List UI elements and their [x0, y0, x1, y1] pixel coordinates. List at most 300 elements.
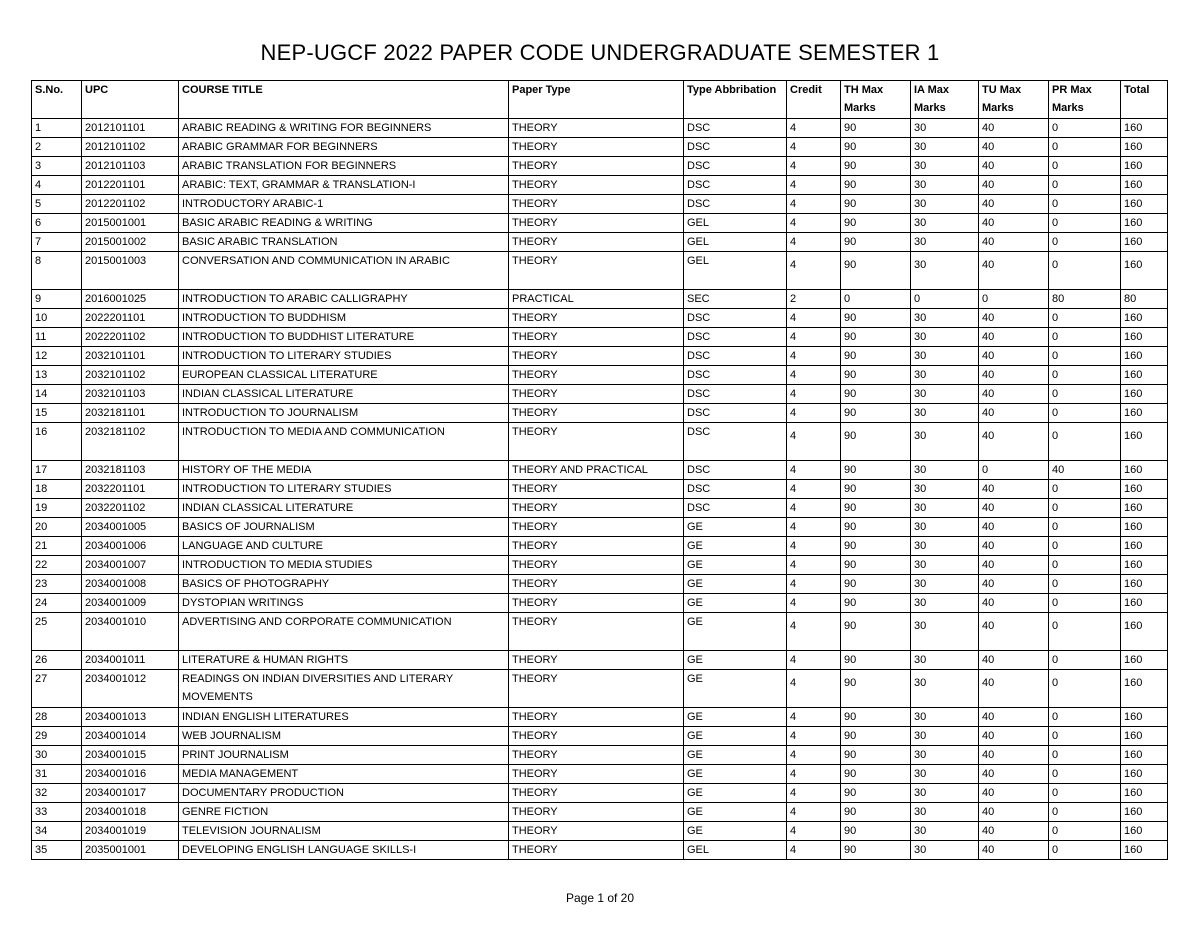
total-cell: 160 — [1121, 233, 1168, 252]
upc-cell: 2034001012 — [82, 670, 179, 708]
sno-cell: 3 — [32, 157, 82, 176]
credit-cell: 4 — [787, 252, 841, 290]
upc-cell: 2032181101 — [82, 404, 179, 423]
th-max-marks-cell: 90 — [841, 575, 911, 594]
tu-max-marks-cell: 40 — [979, 328, 1049, 347]
upc-cell: 2034001014 — [82, 727, 179, 746]
course-title-cell: INTRODUCTION TO ARABIC CALLIGRAPHY — [179, 290, 509, 309]
th-max-marks-cell: 90 — [841, 556, 911, 575]
tu-max-marks-cell: 40 — [979, 670, 1049, 708]
course-title-cell: HISTORY OF THE MEDIA — [179, 461, 509, 480]
course-title-cell: ARABIC: TEXT, GRAMMAR & TRANSLATION-I — [179, 176, 509, 195]
table-row — [32, 233, 1168, 252]
total-cell: 160 — [1121, 423, 1168, 461]
course-title-cell: LANGUAGE AND CULTURE — [179, 537, 509, 556]
ia-max-marks-cell: 30 — [911, 803, 979, 822]
credit-cell: 4 — [787, 556, 841, 575]
pr-max-marks-cell: 0 — [1049, 195, 1121, 214]
course-title-cell: INTRODUCTION TO BUDDHISM — [179, 309, 509, 328]
total-cell: 160 — [1121, 708, 1168, 727]
total-cell: 160 — [1121, 822, 1168, 841]
upc-cell: 2034001007 — [82, 556, 179, 575]
upc-cell: 2012101103 — [82, 157, 179, 176]
th-max-marks-cell: 90 — [841, 138, 911, 157]
th-max-marks-cell: 90 — [841, 157, 911, 176]
paper-type-cell: THEORY — [509, 214, 684, 233]
credit-cell: 4 — [787, 537, 841, 556]
course-title-cell: INTRODUCTION TO BUDDHIST LITERATURE — [179, 328, 509, 347]
th-max-marks-cell: 90 — [841, 252, 911, 290]
pr-max-marks-cell: 0 — [1049, 366, 1121, 385]
type-abbreviation-cell: GE — [684, 537, 787, 556]
credit-cell: 4 — [787, 708, 841, 727]
pr-max-marks-cell: 0 — [1049, 784, 1121, 803]
table-row — [32, 765, 1168, 784]
course-title-cell: GENRE FICTION — [179, 803, 509, 822]
sno-cell: 28 — [32, 708, 82, 727]
header-pr-max-marks: PR Max Marks — [1049, 81, 1121, 119]
ia-max-marks-cell: 30 — [911, 765, 979, 784]
credit-cell: 4 — [787, 366, 841, 385]
total-cell: 160 — [1121, 328, 1168, 347]
tu-max-marks-cell: 40 — [979, 784, 1049, 803]
credit-cell: 4 — [787, 594, 841, 613]
tu-max-marks-cell: 40 — [979, 385, 1049, 404]
paper-type-cell: THEORY — [509, 784, 684, 803]
sno-cell: 31 — [32, 765, 82, 784]
table-row — [32, 575, 1168, 594]
ia-max-marks-cell: 30 — [911, 366, 979, 385]
ia-max-marks-cell: 30 — [911, 423, 979, 461]
credit-cell: 4 — [787, 822, 841, 841]
pr-max-marks-cell: 0 — [1049, 518, 1121, 537]
credit-cell: 4 — [787, 575, 841, 594]
table-row — [32, 480, 1168, 499]
th-max-marks-cell: 90 — [841, 537, 911, 556]
th-max-marks-cell: 90 — [841, 480, 911, 499]
sno-cell: 6 — [32, 214, 82, 233]
type-abbreviation-cell: GE — [684, 708, 787, 727]
ia-max-marks-cell: 30 — [911, 176, 979, 195]
total-cell: 160 — [1121, 670, 1168, 708]
type-abbreviation-cell: GE — [684, 746, 787, 765]
upc-cell: 2016001025 — [82, 290, 179, 309]
course-title-cell: INTRODUCTION TO MEDIA AND COMMUNICATION — [179, 423, 509, 461]
course-title-cell: ARABIC GRAMMAR FOR BEGINNERS — [179, 138, 509, 157]
sno-cell: 34 — [32, 822, 82, 841]
credit-cell: 4 — [787, 784, 841, 803]
tu-max-marks-cell: 40 — [979, 537, 1049, 556]
upc-cell: 2034001017 — [82, 784, 179, 803]
th-max-marks-cell: 90 — [841, 784, 911, 803]
pr-max-marks-cell: 0 — [1049, 708, 1121, 727]
th-max-marks-cell: 0 — [841, 290, 911, 309]
tu-max-marks-cell: 40 — [979, 176, 1049, 195]
type-abbreviation-cell: GE — [684, 594, 787, 613]
header-credit: Credit — [787, 81, 841, 119]
table-row — [32, 537, 1168, 556]
table-row — [32, 195, 1168, 214]
paper-type-cell: THEORY — [509, 119, 684, 138]
th-max-marks-cell: 90 — [841, 803, 911, 822]
header-type-abbreviation: Type Abbribation — [684, 81, 787, 119]
sno-cell: 23 — [32, 575, 82, 594]
sno-cell: 7 — [32, 233, 82, 252]
paper-type-cell: THEORY — [509, 138, 684, 157]
table-row — [32, 423, 1168, 461]
th-max-marks-cell: 90 — [841, 727, 911, 746]
table-row — [32, 176, 1168, 195]
sno-cell: 1 — [32, 119, 82, 138]
th-max-marks-cell: 90 — [841, 499, 911, 518]
ia-max-marks-cell: 30 — [911, 518, 979, 537]
type-abbreviation-cell: DSC — [684, 347, 787, 366]
th-max-marks-cell: 90 — [841, 746, 911, 765]
ia-max-marks-cell: 30 — [911, 841, 979, 860]
header-upc: UPC — [82, 81, 179, 119]
table-row — [32, 328, 1168, 347]
credit-cell: 4 — [787, 385, 841, 404]
type-abbreviation-cell: DSC — [684, 195, 787, 214]
paper-type-cell: THEORY — [509, 727, 684, 746]
credit-cell: 4 — [787, 499, 841, 518]
type-abbreviation-cell: GE — [684, 575, 787, 594]
tu-max-marks-cell: 40 — [979, 651, 1049, 670]
paper-type-cell: THEORY — [509, 670, 684, 708]
table-row — [32, 138, 1168, 157]
ia-max-marks-cell: 30 — [911, 594, 979, 613]
sno-cell: 10 — [32, 309, 82, 328]
header-row — [32, 81, 1168, 119]
pr-max-marks-cell: 0 — [1049, 404, 1121, 423]
paper-type-cell: THEORY — [509, 803, 684, 822]
pr-max-marks-cell: 0 — [1049, 651, 1121, 670]
pr-max-marks-cell: 0 — [1049, 537, 1121, 556]
tu-max-marks-cell: 40 — [979, 214, 1049, 233]
course-title-cell: DEVELOPING ENGLISH LANGUAGE SKILLS-I — [179, 841, 509, 860]
pr-max-marks-cell: 0 — [1049, 347, 1121, 366]
table-row — [32, 670, 1168, 708]
credit-cell: 4 — [787, 233, 841, 252]
course-title-cell: INTRODUCTION TO LITERARY STUDIES — [179, 347, 509, 366]
paper-type-cell: THEORY — [509, 423, 684, 461]
upc-cell: 2032101102 — [82, 366, 179, 385]
sno-cell: 5 — [32, 195, 82, 214]
table-row — [32, 594, 1168, 613]
sno-cell: 4 — [32, 176, 82, 195]
credit-cell: 4 — [787, 518, 841, 537]
th-max-marks-cell: 90 — [841, 841, 911, 860]
table-row — [32, 518, 1168, 537]
th-max-marks-cell: 90 — [841, 822, 911, 841]
table-row — [32, 404, 1168, 423]
paper-type-cell: THEORY — [509, 537, 684, 556]
th-max-marks-cell: 90 — [841, 765, 911, 784]
sno-cell: 18 — [32, 480, 82, 499]
course-title-cell: BASICS OF PHOTOGRAPHY — [179, 575, 509, 594]
paper-type-cell: THEORY — [509, 841, 684, 860]
pr-max-marks-cell: 0 — [1049, 670, 1121, 708]
total-cell: 160 — [1121, 138, 1168, 157]
pr-max-marks-cell: 0 — [1049, 138, 1121, 157]
credit-cell: 4 — [787, 613, 841, 651]
pr-max-marks-cell: 0 — [1049, 328, 1121, 347]
paper-type-cell: THEORY — [509, 385, 684, 404]
pr-max-marks-cell: 0 — [1049, 499, 1121, 518]
sno-cell: 33 — [32, 803, 82, 822]
page-footer: Page 1 of 20 — [565, 891, 635, 905]
th-max-marks-cell: 90 — [841, 423, 911, 461]
type-abbreviation-cell: DSC — [684, 385, 787, 404]
paper-type-cell: THEORY — [509, 613, 684, 651]
sno-cell: 29 — [32, 727, 82, 746]
course-title-cell: INDIAN CLASSICAL LITERATURE — [179, 385, 509, 404]
ia-max-marks-cell: 30 — [911, 195, 979, 214]
tu-max-marks-cell: 40 — [979, 575, 1049, 594]
ia-max-marks-cell: 30 — [911, 214, 979, 233]
tu-max-marks-cell: 40 — [979, 594, 1049, 613]
ia-max-marks-cell: 30 — [911, 499, 979, 518]
total-cell: 160 — [1121, 252, 1168, 290]
ia-max-marks-cell: 30 — [911, 233, 979, 252]
upc-cell: 2034001018 — [82, 803, 179, 822]
upc-cell: 2034001015 — [82, 746, 179, 765]
sno-cell: 32 — [32, 784, 82, 803]
th-max-marks-cell: 90 — [841, 651, 911, 670]
th-max-marks-cell: 90 — [841, 613, 911, 651]
pr-max-marks-cell: 0 — [1049, 233, 1121, 252]
credit-cell: 4 — [787, 195, 841, 214]
paper-type-cell: THEORY — [509, 157, 684, 176]
credit-cell: 4 — [787, 727, 841, 746]
tu-max-marks-cell: 40 — [979, 499, 1049, 518]
paper-type-cell: PRACTICAL — [509, 290, 684, 309]
credit-cell: 4 — [787, 480, 841, 499]
sno-cell: 13 — [32, 366, 82, 385]
upc-cell: 2032101103 — [82, 385, 179, 404]
course-title-cell: EUROPEAN CLASSICAL LITERATURE — [179, 366, 509, 385]
course-title-cell: READINGS ON INDIAN DIVERSITIES AND LITERARY MOVEMENTS — [179, 670, 509, 708]
pr-max-marks-cell: 40 — [1049, 461, 1121, 480]
upc-cell: 2015001003 — [82, 252, 179, 290]
th-max-marks-cell: 90 — [841, 214, 911, 233]
course-title-cell: BASIC ARABIC TRANSLATION — [179, 233, 509, 252]
type-abbreviation-cell: SEC — [684, 290, 787, 309]
sno-cell: 26 — [32, 651, 82, 670]
tu-max-marks-cell: 40 — [979, 518, 1049, 537]
table-row — [32, 841, 1168, 860]
ia-max-marks-cell: 30 — [911, 822, 979, 841]
course-title-cell: PRINT JOURNALISM — [179, 746, 509, 765]
sno-cell: 9 — [32, 290, 82, 309]
pr-max-marks-cell: 80 — [1049, 290, 1121, 309]
table-row — [32, 347, 1168, 366]
ia-max-marks-cell: 30 — [911, 746, 979, 765]
type-abbreviation-cell: GE — [684, 765, 787, 784]
sno-cell: 25 — [32, 613, 82, 651]
upc-cell: 2032181103 — [82, 461, 179, 480]
table-row — [32, 784, 1168, 803]
upc-cell: 2015001001 — [82, 214, 179, 233]
type-abbreviation-cell: GE — [684, 518, 787, 537]
tu-max-marks-cell: 40 — [979, 233, 1049, 252]
upc-cell: 2032101101 — [82, 347, 179, 366]
paper-type-cell: THEORY — [509, 309, 684, 328]
table-row — [32, 822, 1168, 841]
th-max-marks-cell: 90 — [841, 366, 911, 385]
course-title-cell: INTRODUCTION TO JOURNALISM — [179, 404, 509, 423]
table-row — [32, 613, 1168, 651]
sno-cell: 16 — [32, 423, 82, 461]
tu-max-marks-cell: 40 — [979, 309, 1049, 328]
total-cell: 160 — [1121, 651, 1168, 670]
total-cell: 160 — [1121, 119, 1168, 138]
upc-cell: 2034001013 — [82, 708, 179, 727]
credit-cell: 4 — [787, 765, 841, 784]
paper-type-cell: THEORY — [509, 347, 684, 366]
table-row — [32, 157, 1168, 176]
page-title: NEP-UGCF 2022 PAPER CODE UNDERGRADUATE SEMESTER 1 — [260, 40, 940, 65]
total-cell: 160 — [1121, 461, 1168, 480]
type-abbreviation-cell: DSC — [684, 423, 787, 461]
tu-max-marks-cell: 40 — [979, 157, 1049, 176]
credit-cell: 4 — [787, 119, 841, 138]
th-max-marks-cell: 90 — [841, 309, 911, 328]
sno-cell: 8 — [32, 252, 82, 290]
tu-max-marks-cell: 40 — [979, 822, 1049, 841]
paper-type-cell: THEORY — [509, 233, 684, 252]
pr-max-marks-cell: 0 — [1049, 423, 1121, 461]
course-title-cell: INDIAN ENGLISH LITERATURES — [179, 708, 509, 727]
total-cell: 160 — [1121, 613, 1168, 651]
ia-max-marks-cell: 30 — [911, 613, 979, 651]
tu-max-marks-cell: 40 — [979, 138, 1049, 157]
total-cell: 160 — [1121, 841, 1168, 860]
paper-type-cell: THEORY — [509, 708, 684, 727]
course-title-cell: INTRODUCTION TO LITERARY STUDIES — [179, 480, 509, 499]
tu-max-marks-cell: 40 — [979, 803, 1049, 822]
sno-cell: 2 — [32, 138, 82, 157]
pr-max-marks-cell: 0 — [1049, 385, 1121, 404]
sno-cell: 15 — [32, 404, 82, 423]
ia-max-marks-cell: 30 — [911, 556, 979, 575]
course-title-cell: MEDIA MANAGEMENT — [179, 765, 509, 784]
credit-cell: 4 — [787, 670, 841, 708]
sno-cell: 27 — [32, 670, 82, 708]
sno-cell: 22 — [32, 556, 82, 575]
total-cell: 160 — [1121, 385, 1168, 404]
course-title-cell: DYSTOPIAN WRITINGS — [179, 594, 509, 613]
table-row — [32, 556, 1168, 575]
course-title-cell: BASICS OF JOURNALISM — [179, 518, 509, 537]
type-abbreviation-cell: DSC — [684, 309, 787, 328]
type-abbreviation-cell: GEL — [684, 252, 787, 290]
type-abbreviation-cell: GE — [684, 822, 787, 841]
course-title-cell: ARABIC READING & WRITING FOR BEGINNERS — [179, 119, 509, 138]
total-cell: 160 — [1121, 765, 1168, 784]
sno-cell: 17 — [32, 461, 82, 480]
table-row — [32, 119, 1168, 138]
pr-max-marks-cell: 0 — [1049, 176, 1121, 195]
paper-type-cell: THEORY — [509, 366, 684, 385]
upc-cell: 2034001011 — [82, 651, 179, 670]
th-max-marks-cell: 90 — [841, 670, 911, 708]
pr-max-marks-cell: 0 — [1049, 822, 1121, 841]
header-th-max-marks: TH Max Marks — [841, 81, 911, 119]
type-abbreviation-cell: GE — [684, 651, 787, 670]
tu-max-marks-cell: 40 — [979, 556, 1049, 575]
total-cell: 160 — [1121, 518, 1168, 537]
type-abbreviation-cell: GE — [684, 803, 787, 822]
credit-cell: 4 — [787, 746, 841, 765]
total-cell: 160 — [1121, 366, 1168, 385]
table-row — [32, 803, 1168, 822]
total-cell: 160 — [1121, 404, 1168, 423]
upc-cell: 2032201102 — [82, 499, 179, 518]
table-row — [32, 214, 1168, 233]
paper-type-cell: THEORY — [509, 499, 684, 518]
type-abbreviation-cell: DSC — [684, 119, 787, 138]
upc-cell: 2034001006 — [82, 537, 179, 556]
credit-cell: 4 — [787, 461, 841, 480]
credit-cell: 4 — [787, 309, 841, 328]
pr-max-marks-cell: 0 — [1049, 214, 1121, 233]
paper-code-table — [31, 80, 1168, 860]
sno-cell: 11 — [32, 328, 82, 347]
paper-type-cell: THEORY — [509, 328, 684, 347]
credit-cell: 2 — [787, 290, 841, 309]
upc-cell: 2022201101 — [82, 309, 179, 328]
total-cell: 160 — [1121, 499, 1168, 518]
paper-type-cell: THEORY — [509, 765, 684, 784]
ia-max-marks-cell: 30 — [911, 670, 979, 708]
header-total: Total — [1121, 81, 1168, 119]
type-abbreviation-cell: DSC — [684, 138, 787, 157]
type-abbreviation-cell: DSC — [684, 366, 787, 385]
total-cell: 160 — [1121, 309, 1168, 328]
upc-cell: 2012201101 — [82, 176, 179, 195]
credit-cell: 4 — [787, 423, 841, 461]
tu-max-marks-cell: 40 — [979, 746, 1049, 765]
table-row — [32, 651, 1168, 670]
th-max-marks-cell: 90 — [841, 233, 911, 252]
sno-cell: 30 — [32, 746, 82, 765]
paper-type-cell: THEORY — [509, 195, 684, 214]
ia-max-marks-cell: 30 — [911, 708, 979, 727]
type-abbreviation-cell: DSC — [684, 328, 787, 347]
tu-max-marks-cell: 0 — [979, 461, 1049, 480]
paper-type-cell: THEORY — [509, 480, 684, 499]
credit-cell: 4 — [787, 404, 841, 423]
type-abbreviation-cell: DSC — [684, 480, 787, 499]
ia-max-marks-cell: 30 — [911, 651, 979, 670]
sno-cell: 14 — [32, 385, 82, 404]
th-max-marks-cell: 90 — [841, 708, 911, 727]
total-cell: 160 — [1121, 176, 1168, 195]
pr-max-marks-cell: 0 — [1049, 727, 1121, 746]
tu-max-marks-cell: 40 — [979, 727, 1049, 746]
pr-max-marks-cell: 0 — [1049, 575, 1121, 594]
pr-max-marks-cell: 0 — [1049, 803, 1121, 822]
pr-max-marks-cell: 0 — [1049, 556, 1121, 575]
sno-cell: 12 — [32, 347, 82, 366]
paper-type-cell: THEORY — [509, 252, 684, 290]
sno-cell: 20 — [32, 518, 82, 537]
table-row — [32, 708, 1168, 727]
course-title-cell: ADVERTISING AND CORPORATE COMMUNICATION — [179, 613, 509, 651]
table-row — [32, 252, 1168, 290]
upc-cell: 2034001010 — [82, 613, 179, 651]
